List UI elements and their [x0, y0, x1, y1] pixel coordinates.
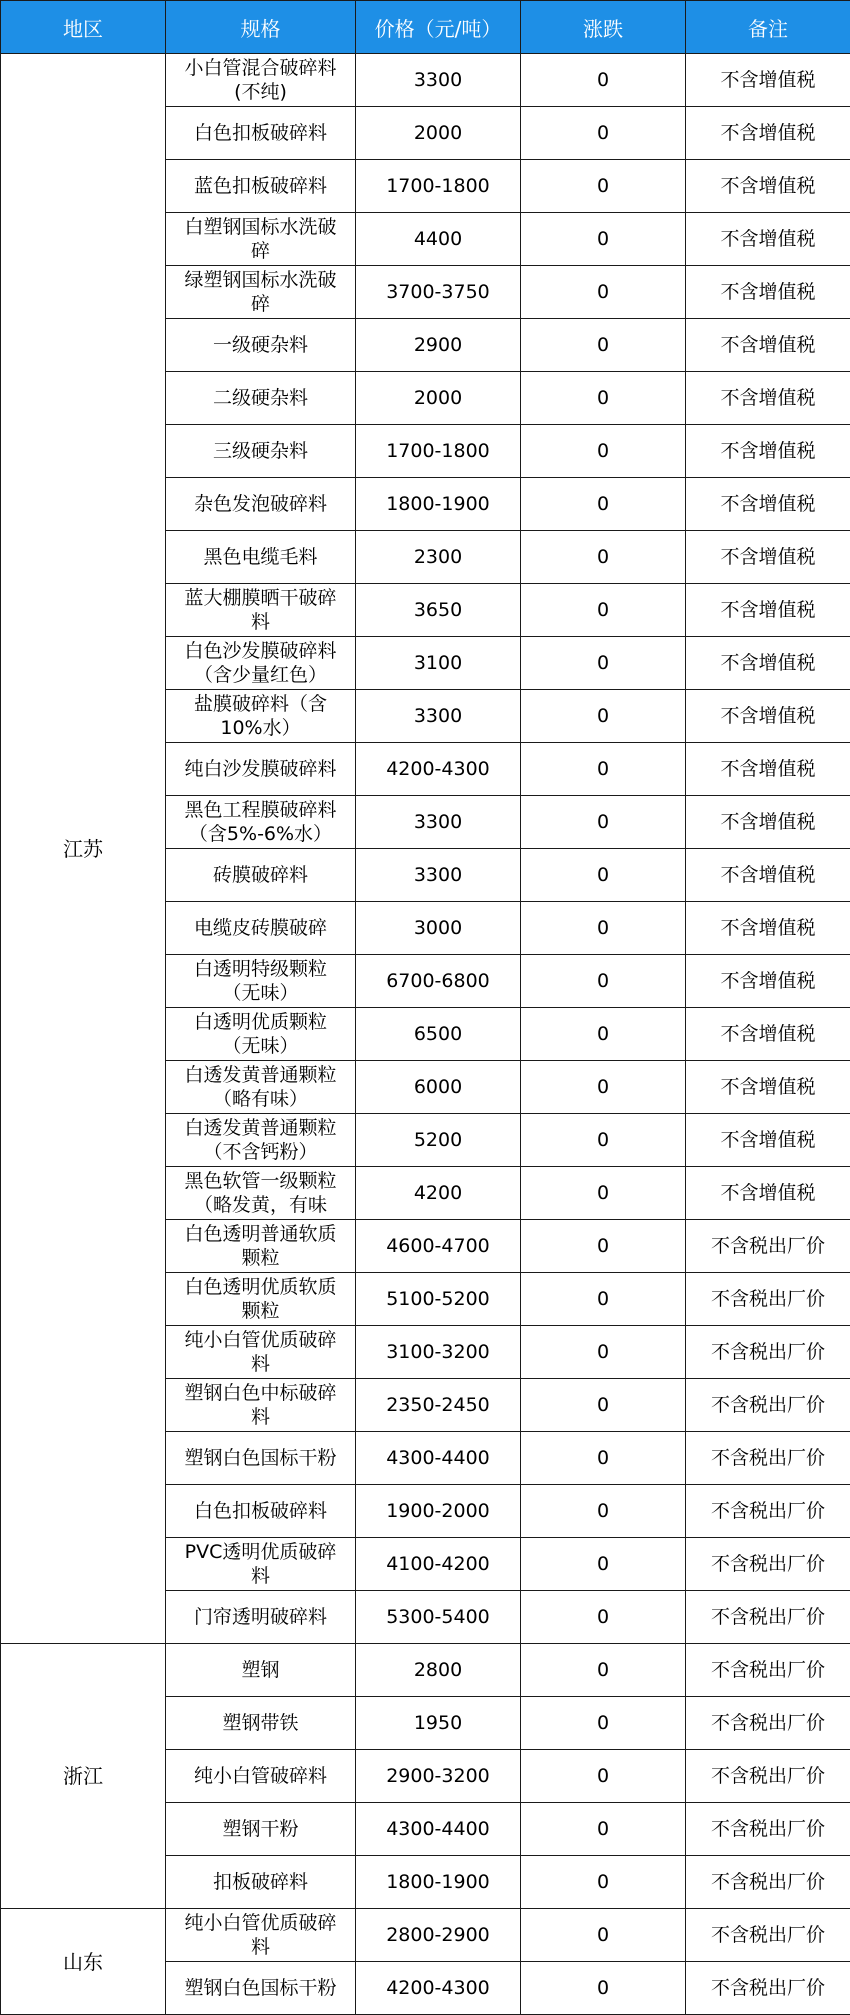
price-cell: 2800 [356, 1644, 521, 1697]
change-cell: 0 [521, 1909, 686, 1962]
change-cell: 0 [521, 107, 686, 160]
change-cell: 0 [521, 1485, 686, 1538]
spec-cell: 白塑钢国标水洗破碎 [166, 213, 356, 266]
change-cell: 0 [521, 319, 686, 372]
change-cell: 0 [521, 1538, 686, 1591]
change-cell: 0 [521, 1803, 686, 1856]
price-cell: 3100-3200 [356, 1326, 521, 1379]
change-cell: 0 [521, 743, 686, 796]
header-change: 涨跌 [521, 1, 686, 54]
note-cell: 不含增值税 [686, 425, 850, 478]
spec-cell: PVC透明优质破碎料 [166, 1538, 356, 1591]
price-cell: 1800-1900 [356, 478, 521, 531]
change-cell: 0 [521, 637, 686, 690]
change-cell: 0 [521, 1008, 686, 1061]
change-cell: 0 [521, 1061, 686, 1114]
price-cell: 4200-4300 [356, 743, 521, 796]
change-cell: 0 [521, 796, 686, 849]
note-cell: 不含税出厂价 [686, 1644, 850, 1697]
spec-cell: 纯小白管破碎料 [166, 1750, 356, 1803]
note-cell: 不含税出厂价 [686, 1273, 850, 1326]
note-cell: 不含税出厂价 [686, 1220, 850, 1273]
spec-cell: 白色沙发膜破碎料（含少量红色） [166, 637, 356, 690]
note-cell: 不含增值税 [686, 1008, 850, 1061]
note-cell: 不含增值税 [686, 584, 850, 637]
table-body [1, 54, 850, 2015]
price-cell: 2900-3200 [356, 1750, 521, 1803]
spec-cell: 砖膜破碎料 [166, 849, 356, 902]
price-cell: 1950 [356, 1697, 521, 1750]
note-cell: 不含增值税 [686, 1114, 850, 1167]
price-cell: 1900-2000 [356, 1485, 521, 1538]
note-cell: 不含增值税 [686, 54, 850, 107]
note-cell: 不含增值税 [686, 849, 850, 902]
spec-cell: 塑钢带铁 [166, 1697, 356, 1750]
spec-cell: 白透明特级颗粒（无味） [166, 955, 356, 1008]
note-cell: 不含增值税 [686, 690, 850, 743]
spec-cell: 白透发黄普通颗粒（不含钙粉） [166, 1114, 356, 1167]
price-cell: 6500 [356, 1008, 521, 1061]
price-cell: 6700-6800 [356, 955, 521, 1008]
spec-cell: 白色扣板破碎料 [166, 1485, 356, 1538]
spec-cell: 黑色软管一级颗粒（略发黄，有味 [166, 1167, 356, 1220]
change-cell: 0 [521, 1750, 686, 1803]
change-cell: 0 [521, 372, 686, 425]
spec-cell: 塑钢干粉 [166, 1803, 356, 1856]
change-cell: 0 [521, 1962, 686, 2015]
header-note: 备注 [686, 1, 850, 54]
spec-cell: 二级硬杂料 [166, 372, 356, 425]
change-cell: 0 [521, 160, 686, 213]
header-spec: 规格 [166, 1, 356, 54]
spec-cell: 门帘透明破碎料 [166, 1591, 356, 1644]
note-cell: 不含增值税 [686, 160, 850, 213]
note-cell: 不含增值税 [686, 372, 850, 425]
note-cell: 不含税出厂价 [686, 1538, 850, 1591]
price-cell: 3700-3750 [356, 266, 521, 319]
change-cell: 0 [521, 213, 686, 266]
note-cell: 不含税出厂价 [686, 1432, 850, 1485]
spec-cell: 扣板破碎料 [166, 1856, 356, 1909]
header-row [1, 1, 850, 54]
note-cell: 不含增值税 [686, 955, 850, 1008]
price-cell: 2350-2450 [356, 1379, 521, 1432]
note-cell: 不含税出厂价 [686, 1485, 850, 1538]
change-cell: 0 [521, 425, 686, 478]
spec-cell: 杂色发泡破碎料 [166, 478, 356, 531]
change-cell: 0 [521, 1591, 686, 1644]
note-cell: 不含税出厂价 [686, 1962, 850, 2015]
price-cell: 1700-1800 [356, 160, 521, 213]
price-cell: 3000 [356, 902, 521, 955]
price-cell: 5100-5200 [356, 1273, 521, 1326]
price-cell: 4400 [356, 213, 521, 266]
spec-cell: 纯白沙发膜破碎料 [166, 743, 356, 796]
price-cell: 4100-4200 [356, 1538, 521, 1591]
note-cell: 不含税出厂价 [686, 1326, 850, 1379]
spec-cell: 纯小白管优质破碎料 [166, 1909, 356, 1962]
price-cell: 1800-1900 [356, 1856, 521, 1909]
table-row [1, 54, 850, 107]
spec-cell: 塑钢 [166, 1644, 356, 1697]
price-cell: 3300 [356, 54, 521, 107]
spec-cell: 纯小白管优质破碎料 [166, 1326, 356, 1379]
price-cell: 4300-4400 [356, 1432, 521, 1485]
note-cell: 不含增值税 [686, 902, 850, 955]
price-cell: 2800-2900 [356, 1909, 521, 1962]
change-cell: 0 [521, 1326, 686, 1379]
spec-cell: 白色扣板破碎料 [166, 107, 356, 160]
spec-cell: 三级硬杂料 [166, 425, 356, 478]
price-cell: 1700-1800 [356, 425, 521, 478]
price-cell: 4600-4700 [356, 1220, 521, 1273]
price-cell: 5300-5400 [356, 1591, 521, 1644]
change-cell: 0 [521, 902, 686, 955]
spec-cell: 白色透明优质软质颗粒 [166, 1273, 356, 1326]
price-cell: 3300 [356, 849, 521, 902]
spec-cell: 一级硬杂料 [166, 319, 356, 372]
price-cell: 2300 [356, 531, 521, 584]
table-row [1, 1644, 850, 1697]
note-cell: 不含增值税 [686, 796, 850, 849]
note-cell: 不含增值税 [686, 531, 850, 584]
note-cell: 不含税出厂价 [686, 1803, 850, 1856]
price-cell: 4200-4300 [356, 1962, 521, 2015]
spec-cell: 塑钢白色国标干粉 [166, 1962, 356, 2015]
price-cell: 2000 [356, 107, 521, 160]
spec-cell: 蓝色扣板破碎料 [166, 160, 356, 213]
change-cell: 0 [521, 266, 686, 319]
change-cell: 0 [521, 531, 686, 584]
spec-cell: 黑色电缆毛料 [166, 531, 356, 584]
spec-cell: 黑色工程膜破碎料（含5%-6%水） [166, 796, 356, 849]
change-cell: 0 [521, 1697, 686, 1750]
change-cell: 0 [521, 1220, 686, 1273]
price-cell: 3100 [356, 637, 521, 690]
region-cell: 浙江 [1, 1644, 166, 1909]
change-cell: 0 [521, 1273, 686, 1326]
change-cell: 0 [521, 1379, 686, 1432]
region-cell: 江苏 [1, 54, 166, 1644]
note-cell: 不含税出厂价 [686, 1697, 850, 1750]
note-cell: 不含税出厂价 [686, 1909, 850, 1962]
note-cell: 不含增值税 [686, 478, 850, 531]
note-cell: 不含税出厂价 [686, 1591, 850, 1644]
header-price: 价格（元/吨） [356, 1, 521, 54]
change-cell: 0 [521, 1432, 686, 1485]
note-cell: 不含税出厂价 [686, 1856, 850, 1909]
price-cell: 3300 [356, 690, 521, 743]
change-cell: 0 [521, 1167, 686, 1220]
price-cell: 2900 [356, 319, 521, 372]
spec-cell: 白色透明普通软质颗粒 [166, 1220, 356, 1273]
note-cell: 不含增值税 [686, 743, 850, 796]
spec-cell: 白透发黄普通颗粒（略有味） [166, 1061, 356, 1114]
region-cell: 山东 [1, 1909, 166, 2015]
price-cell: 6000 [356, 1061, 521, 1114]
change-cell: 0 [521, 478, 686, 531]
price-cell: 4300-4400 [356, 1803, 521, 1856]
change-cell: 0 [521, 1644, 686, 1697]
table-header [1, 1, 850, 54]
spec-cell: 电缆皮砖膜破碎 [166, 902, 356, 955]
change-cell: 0 [521, 849, 686, 902]
note-cell: 不含增值税 [686, 637, 850, 690]
header-region: 地区 [1, 1, 166, 54]
price-cell: 5200 [356, 1114, 521, 1167]
spec-cell: 绿塑钢国标水洗破碎 [166, 266, 356, 319]
note-cell: 不含增值税 [686, 1167, 850, 1220]
table-row [1, 1909, 850, 1962]
spec-cell: 塑钢白色中标破碎料 [166, 1379, 356, 1432]
note-cell: 不含增值税 [686, 213, 850, 266]
price-cell: 2000 [356, 372, 521, 425]
note-cell: 不含增值税 [686, 107, 850, 160]
note-cell: 不含税出厂价 [686, 1379, 850, 1432]
change-cell: 0 [521, 955, 686, 1008]
note-cell: 不含增值税 [686, 266, 850, 319]
price-cell: 3300 [356, 796, 521, 849]
spec-cell: 塑钢白色国标干粉 [166, 1432, 356, 1485]
spec-cell: 小白管混合破碎料(不纯) [166, 54, 356, 107]
note-cell: 不含增值税 [686, 319, 850, 372]
change-cell: 0 [521, 1856, 686, 1909]
change-cell: 0 [521, 1114, 686, 1167]
note-cell: 不含增值税 [686, 1061, 850, 1114]
note-cell: 不含税出厂价 [686, 1750, 850, 1803]
spec-cell: 盐膜破碎料（含10%水） [166, 690, 356, 743]
change-cell: 0 [521, 584, 686, 637]
change-cell: 0 [521, 690, 686, 743]
price-cell: 3650 [356, 584, 521, 637]
price-cell: 4200 [356, 1167, 521, 1220]
spec-cell: 白透明优质颗粒（无味） [166, 1008, 356, 1061]
change-cell: 0 [521, 54, 686, 107]
spec-cell: 蓝大棚膜晒干破碎料 [166, 584, 356, 637]
